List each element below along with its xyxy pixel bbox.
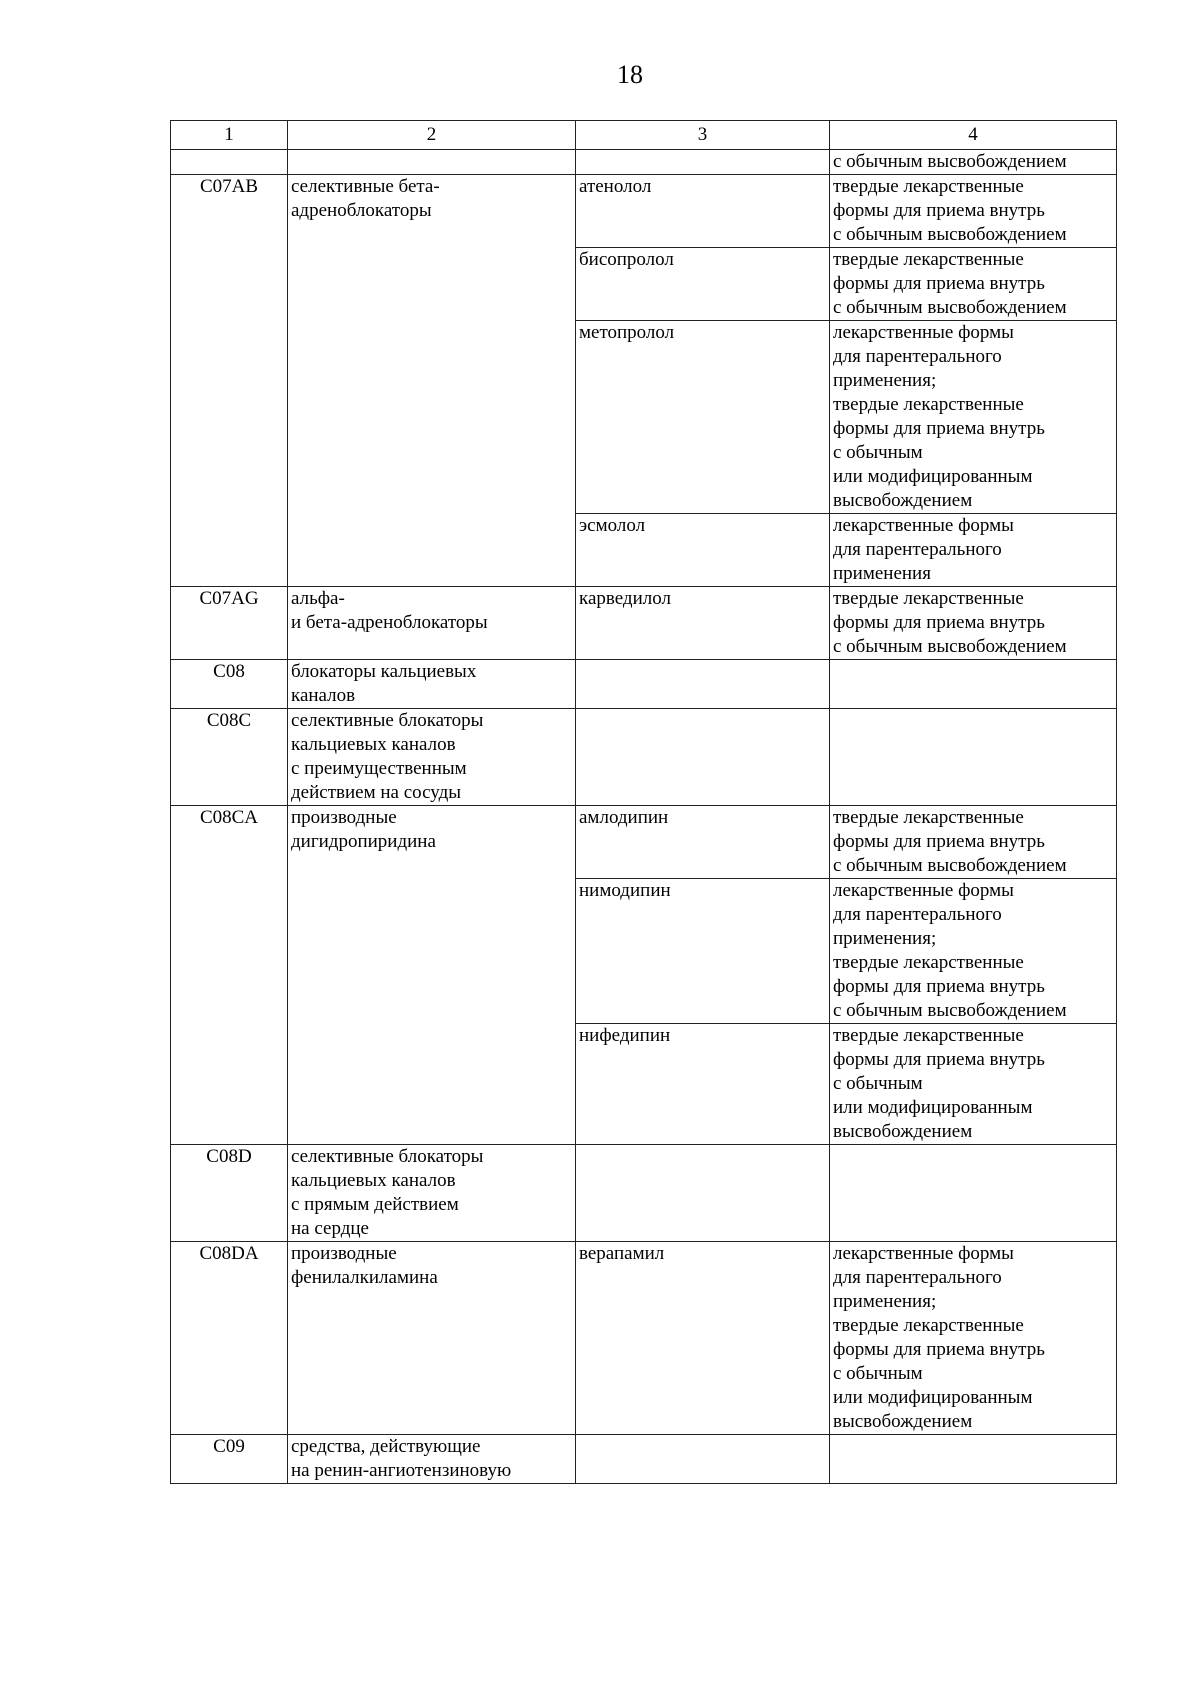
table-header-row (171, 121, 1117, 150)
dosage-form-cell (830, 879, 1117, 1024)
header-col-3: 3 (576, 121, 830, 150)
dosage-form-line: твердые лекарственные (833, 1025, 1024, 1046)
table-row (171, 1435, 1117, 1484)
dosage-form-line: твердые лекарственные (833, 588, 1024, 609)
group-name-line: производные (291, 1243, 397, 1264)
header-col-2: 2 (288, 121, 576, 150)
table-row (171, 660, 1117, 709)
header-col-1: 1 (171, 121, 288, 150)
dosage-form-line: высвобождением (833, 1411, 973, 1432)
continuation-row (171, 150, 1117, 175)
dosage-form-line: применения (833, 563, 931, 584)
group-name-cell (288, 1242, 576, 1435)
dosage-form-line: с обычным высвобождением (833, 224, 1067, 245)
group-name-line: селективные блокаторы (291, 710, 484, 731)
table-row (171, 806, 1117, 879)
dosage-form-line: применения; (833, 370, 937, 391)
drug-name-cell (576, 1145, 830, 1242)
drug-name-cell: эсмолол (576, 514, 830, 587)
drug-name-cell: верапамил (576, 1242, 830, 1435)
drug-name-cell: атенолол (576, 175, 830, 248)
drug-name-cell: нифедипин (576, 1024, 830, 1145)
dosage-form-line: лекарственные формы (833, 322, 1014, 343)
dosage-form-line: твердые лекарственные (833, 394, 1024, 415)
drug-name-cell: бисопролол (576, 248, 830, 321)
atc-code-cell: C08C (171, 709, 288, 806)
group-name-line: фенилалкиламина (291, 1267, 438, 1288)
page-number: 18 (617, 60, 643, 89)
cont-form-line: с обычным высвобождением (833, 151, 1067, 172)
dosage-form-line: формы для приема внутрь (833, 1049, 1045, 1070)
dosage-form-line: лекарственные формы (833, 880, 1014, 901)
dosage-form-line: формы для приема внутрь (833, 612, 1045, 633)
drug-name-cell: нимодипин (576, 879, 830, 1024)
dosage-form-line: с обычным (833, 1363, 923, 1384)
dosage-form-line: или модифицированным (833, 1387, 1033, 1408)
dosage-form-line: с обычным высвобождением (833, 636, 1067, 657)
group-name-line: кальциевых каналов (291, 734, 456, 755)
atc-code-cell: C08 (171, 660, 288, 709)
group-name-line: действием на сосуды (291, 782, 462, 803)
cont-form-cell (830, 150, 1117, 175)
dosage-form-line: твердые лекарственные (833, 249, 1024, 270)
dosage-form-line: формы для приема внутрь (833, 976, 1045, 997)
dosage-form-line: твердые лекарственные (833, 1315, 1024, 1336)
drug-name-cell (576, 709, 830, 806)
group-name-cell (288, 660, 576, 709)
header-col-4: 4 (830, 121, 1117, 150)
dosage-form-line: для парентерального (833, 904, 1002, 925)
dosage-form-cell (830, 709, 1117, 806)
dosage-form-line: применения; (833, 1291, 937, 1312)
dosage-form-cell (830, 587, 1117, 660)
dosage-form-line: или модифицированным (833, 1097, 1033, 1118)
table-row (171, 1242, 1117, 1435)
atc-code-cell: C08CA (171, 806, 288, 1145)
group-name-line: на сердце (291, 1218, 369, 1239)
drug-name-cell: метопролол (576, 321, 830, 514)
dosage-form-line: для парентерального (833, 346, 1002, 367)
dosage-form-line: формы для приема внутрь (833, 418, 1045, 439)
group-name-cell (288, 587, 576, 660)
group-name-line: дигидропиридина (291, 831, 436, 852)
dosage-form-line: лекарственные формы (833, 515, 1014, 536)
group-name-line: селективные блокаторы (291, 1146, 484, 1167)
dosage-form-cell (830, 1145, 1117, 1242)
group-name-line: с преимущественным (291, 758, 467, 779)
drug-name-cell (576, 1435, 830, 1484)
dosage-form-cell (830, 321, 1117, 514)
group-name-cell (288, 1145, 576, 1242)
dosage-form-line: высвобождением (833, 1121, 973, 1142)
atc-code-cell: C08DA (171, 1242, 288, 1435)
table-row (171, 1145, 1117, 1242)
cont-code-cell (171, 150, 288, 175)
dosage-form-line: с обычным высвобождением (833, 1000, 1067, 1021)
dosage-form-cell (830, 514, 1117, 587)
dosage-form-cell (830, 660, 1117, 709)
group-name-line: с прямым действием (291, 1194, 459, 1215)
dosage-form-line: формы для приема внутрь (833, 200, 1045, 221)
dosage-form-line: с обычным (833, 1073, 923, 1094)
dosage-form-line: с обычным высвобождением (833, 855, 1067, 876)
dosage-form-line: с обычным высвобождением (833, 297, 1067, 318)
group-name-cell (288, 806, 576, 1145)
dosage-form-line: твердые лекарственные (833, 807, 1024, 828)
cont-name-cell (288, 150, 576, 175)
drug-name-cell: амлодипин (576, 806, 830, 879)
atc-code-cell: C07AG (171, 587, 288, 660)
dosage-form-cell (830, 806, 1117, 879)
table-row (171, 587, 1117, 660)
dosage-form-line: формы для приема внутрь (833, 1339, 1045, 1360)
drug-name-cell (576, 660, 830, 709)
dosage-form-cell (830, 1242, 1117, 1435)
dosage-form-cell (830, 248, 1117, 321)
group-name-line: альфа- (291, 588, 345, 609)
dosage-form-line: применения; (833, 928, 937, 949)
group-name-line: кальциевых каналов (291, 1170, 456, 1191)
dosage-form-line: с обычным (833, 442, 923, 463)
dosage-form-cell (830, 175, 1117, 248)
atc-code-cell: C08D (171, 1145, 288, 1242)
group-name-line: на ренин-ангиотензиновую (291, 1460, 512, 1481)
dosage-form-line: или модифицированным (833, 466, 1033, 487)
table-body (171, 150, 1117, 1484)
cont-drug-cell (576, 150, 830, 175)
group-name-cell (288, 1435, 576, 1484)
dosage-form-line: для парентерального (833, 1267, 1002, 1288)
group-name-line: и бета-адреноблокаторы (291, 612, 488, 633)
group-name-line: производные (291, 807, 397, 828)
group-name-line: селективные бета- (291, 176, 440, 197)
dosage-form-cell (830, 1435, 1117, 1484)
dosage-form-line: формы для приема внутрь (833, 273, 1045, 294)
dosage-form-cell (830, 1024, 1117, 1145)
table-row (171, 175, 1117, 248)
table-row (171, 709, 1117, 806)
drug-table (170, 120, 1117, 1484)
group-name-line: средства, действующие (291, 1436, 481, 1457)
group-name-cell (288, 175, 576, 587)
group-name-line: каналов (291, 685, 356, 706)
group-name-line: адреноблокаторы (291, 200, 432, 221)
drug-name-cell: карведилол (576, 587, 830, 660)
atc-code-cell: C09 (171, 1435, 288, 1484)
dosage-form-line: формы для приема внутрь (833, 831, 1045, 852)
dosage-form-line: твердые лекарственные (833, 176, 1024, 197)
dosage-form-line: высвобождением (833, 490, 973, 511)
dosage-form-line: лекарственные формы (833, 1243, 1014, 1264)
dosage-form-line: твердые лекарственные (833, 952, 1024, 973)
group-name-cell (288, 709, 576, 806)
dosage-form-line: для парентерального (833, 539, 1002, 560)
atc-code-cell: C07AB (171, 175, 288, 587)
group-name-line: блокаторы кальциевых (291, 661, 477, 682)
